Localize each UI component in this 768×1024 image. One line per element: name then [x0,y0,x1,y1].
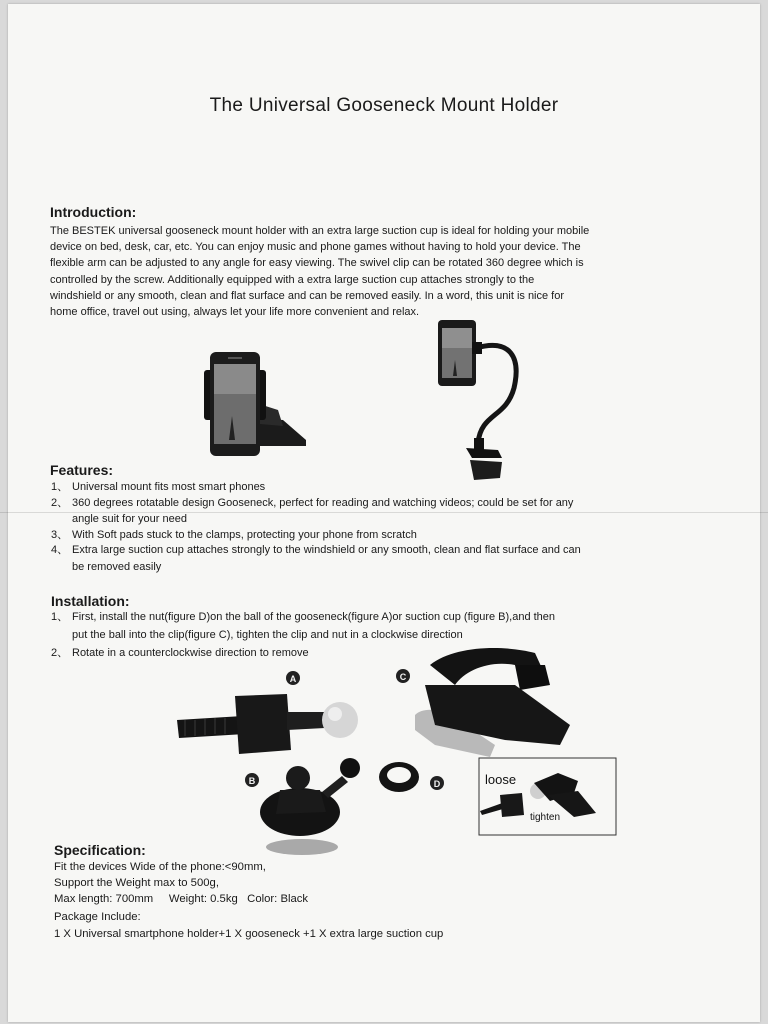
figure-a-gooseneck-ball [175,668,365,758]
spec-line: Max length: 700mm Weight: 0.5kg Color: Black [54,893,309,905]
page-title: The Universal Gooseneck Mount Holder [209,95,559,116]
figure-a-label: A [289,674,297,684]
figure-d-label: D [433,779,441,789]
intro-line: windshield or any smooth, clean and flat surface and can be removed easily. In a word, this unit is nice for [50,289,565,302]
feature-item: 360 degrees rotatable design Gooseneck, perfect for reading and watching videos; could be set for any [72,497,574,509]
features-list [51,479,751,579]
product-image-gooseneck-clamp [436,318,526,484]
feature-item: Extra large suction cup attaches strongly to the windshield or any smooth, clean and flat surface and can [72,544,581,556]
spec-line: 1 X Universal smartphone holder+1 X gooseneck +1 X extra large suction cup [54,928,444,940]
installation-number: 1、 [51,611,69,623]
figure-c-label: C [399,672,407,682]
spec-line: Support the Weight max to 500g, [54,877,219,889]
inset-tighten-label: tighten [530,812,561,823]
figure-b-suction-cup [242,752,372,857]
figure-c-clip [395,645,575,760]
inset-loose-label: loose [485,772,517,787]
feature-number: 4、 [51,544,69,556]
installation-step: First, install the nut(figure D)on the ball of the gooseneck(figure A)or suction cup (figure B),and then [72,611,556,623]
product-image-suction-mount [198,348,310,458]
feature-item-continued: be removed easily [72,561,162,573]
spec-line: Package Include: [54,911,141,923]
intro-line: home office, travel out using, always let your life more convenient and relax. [50,306,420,319]
feature-item-continued: angle suit for your need [72,513,187,525]
feature-item: Universal mount fits most smart phones [72,481,266,493]
installation-step: Rotate in a counterclockwise direction to remove [72,647,309,659]
intro-line: controlled by the screw. Additionally equipped with a extra large suction cup attaches strongly to the [50,273,535,286]
feature-number: 3、 [51,529,69,541]
intro-line: The BESTEK universal gooseneck mount holder with an extra large suction cup is ideal for holding your mobile [50,225,590,237]
introduction-paragraph [50,223,750,320]
introduction-heading: Introduction: [50,204,137,220]
feature-number: 1、 [51,481,69,493]
intro-line: flexible arm can be adjusted to any angle for easy viewing. The swivel clip can be rotated 360 degree which is [50,257,584,270]
feature-item: With Soft pads stuck to the clamps, protecting your phone from scratch [72,529,417,541]
installation-step-continued: put the ball into the clip(figure C), tighten the clip and nut in a clockwise direction [72,629,463,641]
inset-loose-tighten-diagram [478,757,618,837]
figure-d-nut [378,758,450,796]
spec-line: Fit the devices Wide of the phone:<90mm, [54,861,266,873]
intro-line: device on bed, desk, car, etc. You can enjoy music and phone games without having to hold your device. The [50,241,581,254]
specification-heading: Specification: [54,842,146,858]
features-heading: Features: [50,462,114,478]
installation-number: 2、 [51,647,69,659]
installation-heading: Installation: [51,593,130,609]
feature-number: 2、 [51,497,69,509]
figure-b-label: B [248,776,256,786]
